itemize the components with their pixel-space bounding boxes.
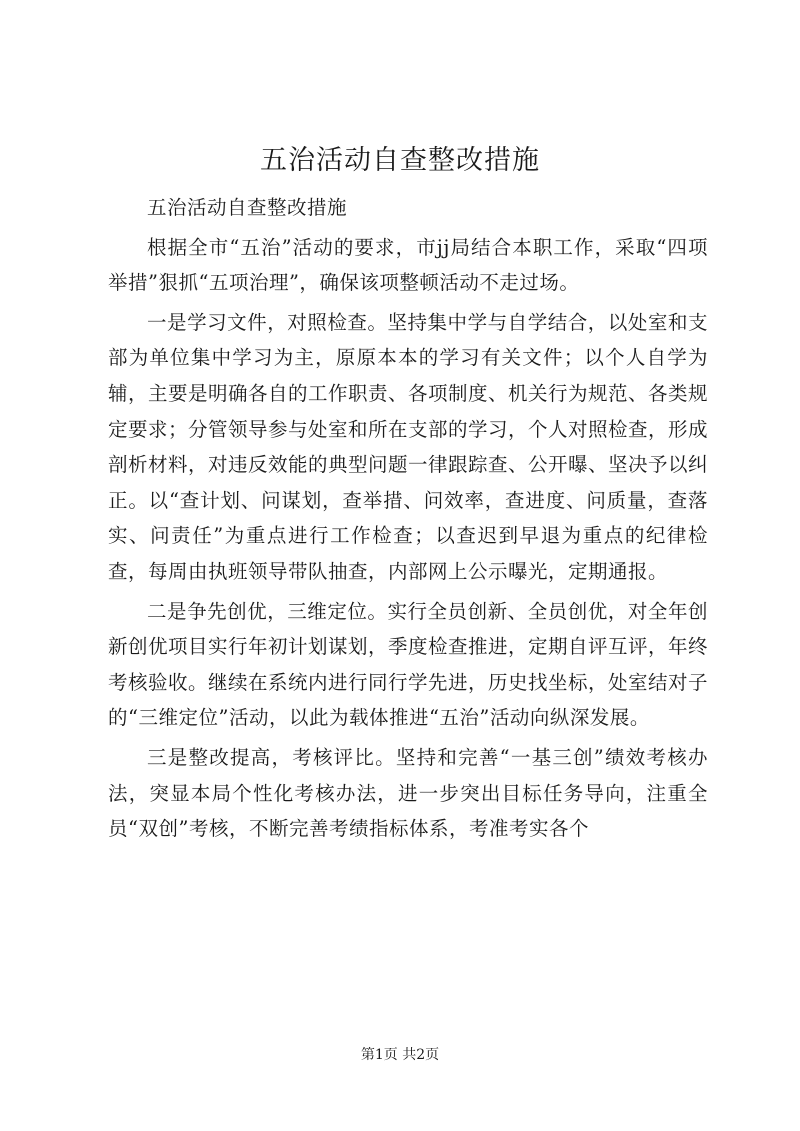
document-title: 五治活动自查整改措施 <box>260 145 540 176</box>
paragraph-strive-excellence: 二是争先创优，三维定位。实行全员创新、全员创优，对全年创新创优项目实行年初计划谋划，季度检查推进，定期自评互评，年终考核验收。继续在系统内进行同行学先进，历史找坐标，处室结对子的“三维定位”活动，以此为载体推进“五治”活动向纵深发展。 <box>108 599 709 730</box>
paragraph-subtitle: 五治活动自查整改措施 <box>147 196 348 219</box>
page-footer: 第1页 共2页 <box>360 1047 440 1063</box>
document-body <box>108 190 708 851</box>
paragraph-study-documents: 一是学习文件，对照检查。坚持集中学与自学结合，以处室和支部为单位集中学习为主，原原本本的学习有关文件；以个人自学为辅，主要是明确各自的工作职责、各项制度、机关行为规范、各类规定要求；分管领导参与处室和所在支部的学习，个人对照检查，形成剖析材料，对违反效能的典型问题一律跟踪查、公开曝、坚决予以纠正。以“查计划、问谋划，查举措、问效率，查进度、问质量，查落实、问责任”为重点进行工作检查；以查迟到早退为重点的纪律检查，每周由执班领导带队抽查，内部网上公示曝光，定期通报。 <box>108 310 709 583</box>
paragraph-intro: 根据全市“五治”活动的要求，市jj局结合本职工作，采取“四项举措”狠抓“五项治理”，确保该项整顿活动不走过场。 <box>108 235 708 295</box>
paragraph-rectify-improve: 三是整改提高，考核评比。坚持和完善“一基三创”绩效考核办法，突显本局个性化考核办法，进一步突出目标任务导向，注重全员“双创”考核，不断完善考绩指标体系，考准考实各个 <box>108 745 708 841</box>
